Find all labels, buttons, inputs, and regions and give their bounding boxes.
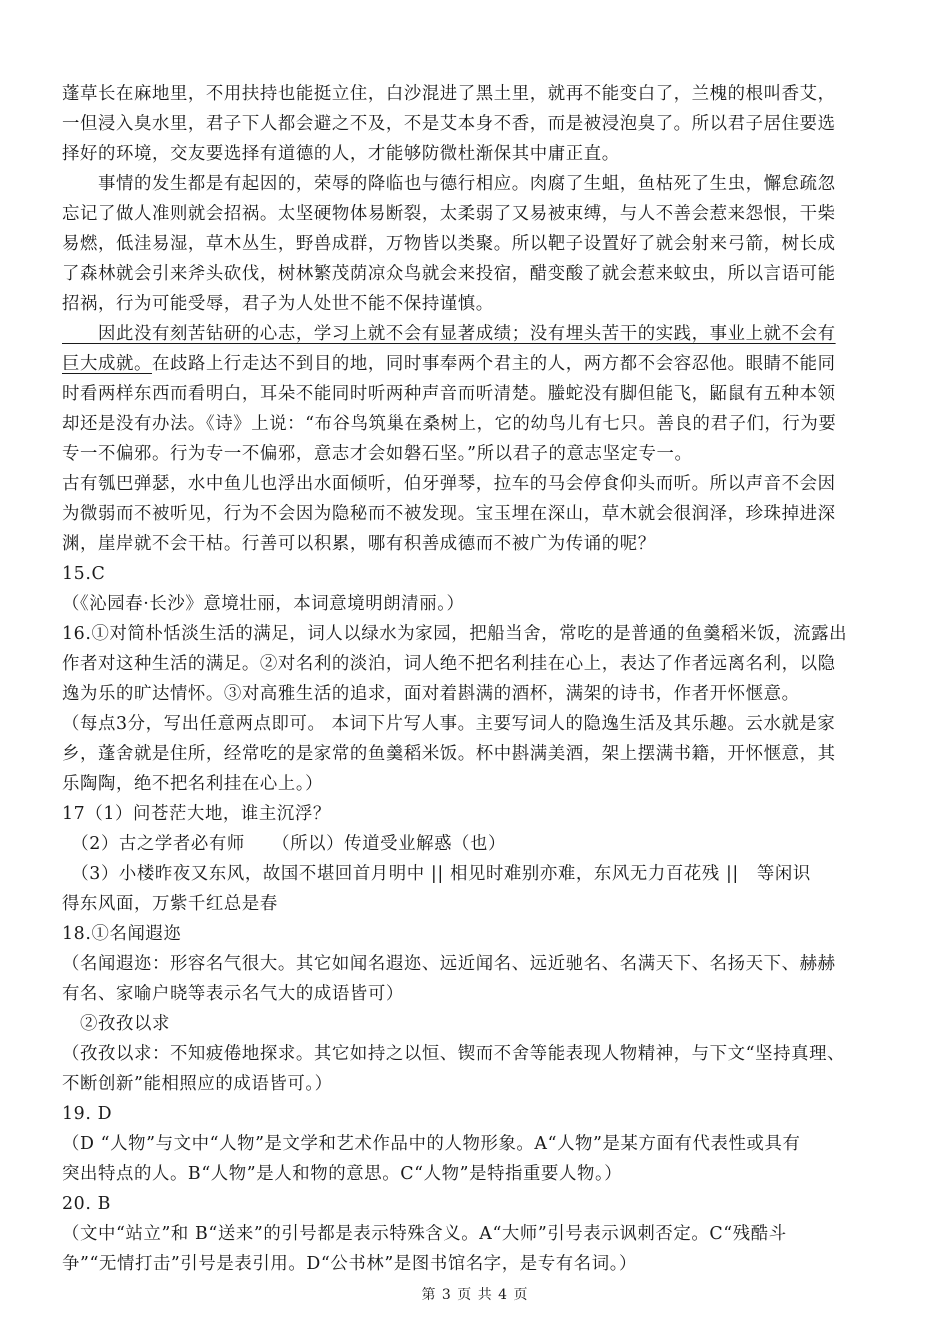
text-line: 招祸，行为可能受辱，君子为人处世不能不保持谨慎。 bbox=[62, 294, 494, 314]
underlined-text-line: 因此没有刻苦钻研的心志，学习上就不会有显著成绩；没有埋头苦干的实践，事业上就不会有 bbox=[62, 324, 836, 344]
text-line: 突出特点的人。B“人物”是人和物的意思。C“人物”是特指重要人物。） bbox=[62, 1164, 623, 1184]
text-span: 在歧路上行走达不到目的地，同时事奉两个君主的人，两方都不会容忍他。眼睛不能同 bbox=[151, 354, 836, 374]
text-line: 却还是没有办法。《诗》上说：“布谷鸟筑巢在桑树上，它的幼鸟儿有七只。善良的君子们，行为要 bbox=[62, 414, 837, 434]
answer-number: 15.C bbox=[62, 564, 106, 584]
text-line: 作者对这种生活的满足。②对名利的淡泊，词人绝不把名利挂在心上，表达了作者远离名利，以隐 bbox=[62, 654, 836, 674]
text-line: 蓬草长在麻地里，不用扶持也能挺立住，白沙混进了黑土里，就再不能变白了，兰槐的根叫香艾， bbox=[62, 84, 836, 104]
text-line: 得东风面，万紫千红总是春 bbox=[62, 894, 278, 914]
text-line: （每点3分，写出任意两点即可。 本词下片写人事。主要写词人的隐逸生活及其乐趣。云水就是家 bbox=[62, 714, 836, 734]
underlined-phrase: 巨大成就。 bbox=[62, 354, 152, 374]
text-line: ②孜孜以求 bbox=[62, 1014, 170, 1034]
text-line: 乡，蓬舍就是住所，经常吃的是家常的鱼羹稻米饭。杯中斟满美酒，架上摆满书籍，开怀惬意，其 bbox=[62, 744, 836, 764]
text-line: 为微弱而不被听见，行为不会因为隐秘而不被发现。宝玉埋在深山，草木就会很润泽，珍珠掉进深 bbox=[62, 504, 836, 524]
page-number-footer: 第 3 页 共 4 页 bbox=[421, 1287, 529, 1303]
text-line: （2）古之学者必有师 （所以）传道受业解惑（也） bbox=[62, 834, 507, 854]
answer-number: 18.①名闻遐迩 bbox=[62, 924, 182, 944]
text-line: （D “人物”与文中“人物”是文学和艺术作品中的人物形象。A“人物”是某方面有代表性或具有 bbox=[62, 1134, 801, 1154]
text-line: 时看两样东西而看明白，耳朵不能同时听两种声音而听清楚。螣蛇没有脚但能飞，鼫鼠有五种本领 bbox=[62, 384, 836, 404]
text-line: 16.①对简朴恬淡生活的满足，词人以绿水为家园，把船当舍，常吃的是普通的鱼羹稻米饭，流露出 bbox=[62, 624, 848, 644]
text-line: 了森林就会引来斧头砍伐，树林繁茂荫凉众鸟就会来投宿，醋变酸了就会惹来蚊虫，所以言语可能 bbox=[62, 264, 836, 284]
text-line: 有名、家喻户晓等表示名气大的成语皆可） bbox=[62, 984, 404, 1004]
text-line: （3）小楼昨夜又东风，故国不堪回首月明中 || 相见时难别亦难，东风无力百花残 || 等闲识 bbox=[62, 864, 811, 884]
text-line: 古有瓠巴弹瑟，水中鱼儿也浮出水面倾听，伯牙弹琴，拉车的马会停食仰头而听。所以声音不会因 bbox=[62, 474, 836, 494]
text-line: 乐陶陶，绝不把名利挂在心上。） bbox=[62, 774, 324, 794]
text-line: 易燃，低洼易湿，草木丛生，野兽成群，万物皆以类聚。所以靶子设置好了就会射来弓箭，树长成 bbox=[62, 234, 836, 254]
text-line bbox=[62, 352, 836, 376]
text-line: 事情的发生都是有起因的，荣辱的降临也与德行相应。肉腐了生蛆，鱼枯死了生虫，懈怠疏忽 bbox=[62, 174, 836, 194]
answer-number: 20. B bbox=[62, 1194, 111, 1214]
text-line: （名闻遐迩：形容名气很大。其它如闻名遐迩、远近闻名、远近驰名、名满天下、名扬天下、赫赫 bbox=[62, 954, 836, 974]
text-line: 渊，崖岸就不会干枯。行善可以积累，哪有积善成德而不被广为传诵的呢？ bbox=[62, 534, 656, 554]
text-line: 专一不偏邪。行为专一不偏邪，意志才会如磐石坚。”所以君子的意志坚定专一。 bbox=[62, 444, 693, 464]
text-line: （文中“站立”和 B“送来”的引号都是表示特殊含义。A“大师”引号表示讽刺否定。C“残酷斗 bbox=[62, 1224, 787, 1244]
text-line: （《沁园春·长沙》意境壮丽，本词意境明朗清丽。） bbox=[62, 594, 465, 614]
text-line: 逸为乐的旷达情怀。③对高雅生活的追求，面对着斟满的酒杯，满架的诗书，作者开怀惬意。 bbox=[62, 684, 800, 704]
text-line: 争”“无情打击”引号是表引用。D“公书林”是图书馆名字，是专有名词。） bbox=[62, 1254, 638, 1274]
text-line: 17（1）问苍茫大地，谁主沉浮？ bbox=[62, 804, 331, 824]
text-line: 择好的环境，交友要选择有道德的人，才能够防微杜渐保其中庸正直。 bbox=[62, 144, 620, 164]
answer-number: 19. D bbox=[62, 1104, 113, 1124]
text-line: 不断创新”能相照应的成语皆可。） bbox=[62, 1074, 333, 1094]
text-line: 忘记了做人准则就会招祸。太坚硬物体易断裂，太柔弱了又易被束缚，与人不善会惹来怨恨，干柴 bbox=[62, 204, 836, 224]
text-line: （孜孜以求：不知疲倦地探求。其它如持之以恒、锲而不舍等能表现人物精神，与下文“坚持真理、 bbox=[62, 1044, 846, 1064]
text-line: 一但浸入臭水里，君子下人都会避之不及，不是艾本身不香，而是被浸泡臭了。所以君子居住要选 bbox=[62, 114, 836, 134]
